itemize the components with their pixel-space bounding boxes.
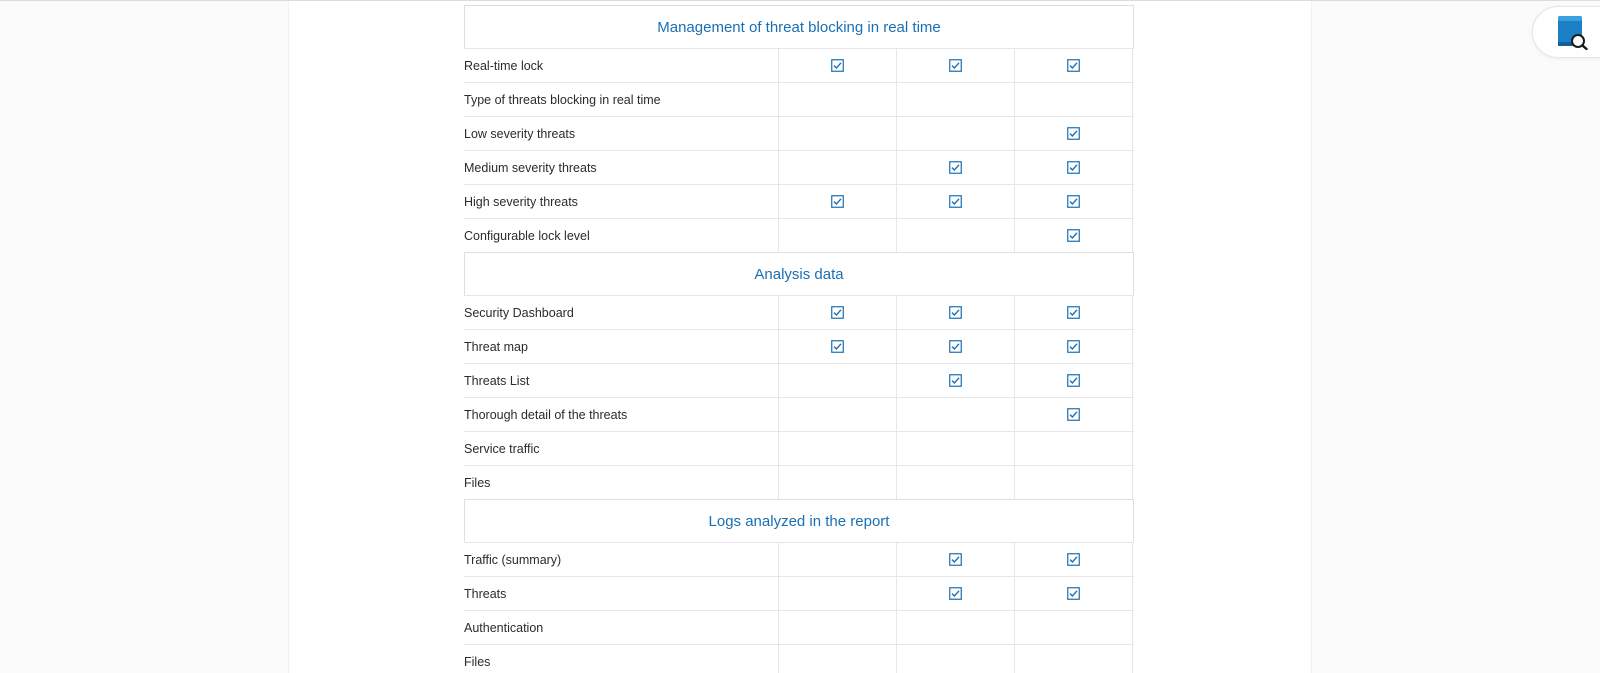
plan-cell <box>896 543 1014 576</box>
plan-cell <box>778 466 896 499</box>
plan-cell <box>1014 83 1133 116</box>
plan-cell <box>1014 611 1133 644</box>
plan-cell <box>896 466 1014 499</box>
checkmark-icon <box>949 195 962 208</box>
table-row <box>464 610 1134 644</box>
plan-cell <box>896 645 1014 673</box>
plan-cell <box>1014 330 1133 363</box>
plan-cell <box>778 364 896 397</box>
checkmark-icon <box>1067 229 1080 242</box>
feature-label: Threats List <box>464 373 530 388</box>
plan-cell <box>1014 49 1133 82</box>
book-search-icon[interactable] <box>1555 14 1589 50</box>
plan-cell <box>896 398 1014 431</box>
plan-cell <box>778 49 896 82</box>
checkmark-icon <box>831 340 844 353</box>
table-row <box>464 184 1134 218</box>
table-row <box>464 465 1134 499</box>
plan-cell <box>1014 432 1133 465</box>
table-row <box>464 576 1134 610</box>
plan-cell <box>1014 117 1133 150</box>
checkmark-icon <box>949 306 962 319</box>
plan-cell <box>896 432 1014 465</box>
table-row <box>464 644 1134 673</box>
feature-label: Threats <box>464 586 507 601</box>
table-row <box>464 542 1134 576</box>
plan-cell <box>896 49 1014 82</box>
table-row <box>464 431 1134 465</box>
checkmark-icon <box>1067 408 1080 421</box>
feature-label: Security Dashboard <box>464 305 574 320</box>
plan-cell <box>1014 645 1133 673</box>
plan-cell <box>778 543 896 576</box>
feature-label: Traffic (summary) <box>464 552 562 567</box>
feature-label: High severity threats <box>464 194 578 209</box>
checkmark-icon <box>1067 374 1080 387</box>
section-title: Management of threat blocking in real time <box>464 5 1134 48</box>
feature-label: Configurable lock level <box>464 228 590 243</box>
plan-cell <box>778 219 896 252</box>
table-row <box>464 116 1134 150</box>
plan-cell <box>1014 466 1133 499</box>
help-widget[interactable] <box>1532 6 1600 58</box>
checkmark-icon <box>949 340 962 353</box>
plan-cell <box>1014 185 1133 218</box>
checkmark-icon <box>949 161 962 174</box>
section-title: Logs analyzed in the report <box>464 499 1134 542</box>
checkmark-icon <box>1067 161 1080 174</box>
feature-label: Service traffic <box>464 441 540 456</box>
feature-label: Real-time lock <box>464 58 544 73</box>
plan-cell <box>1014 398 1133 431</box>
table-row <box>464 150 1134 184</box>
table-row <box>464 397 1134 431</box>
table-row <box>464 363 1134 397</box>
table-row <box>464 295 1134 329</box>
feature-label: Medium severity threats <box>464 160 597 175</box>
plan-cell <box>778 432 896 465</box>
checkmark-icon <box>1067 306 1080 319</box>
plan-cell <box>1014 296 1133 329</box>
checkmark-icon <box>949 587 962 600</box>
plan-cell <box>778 330 896 363</box>
table-row <box>464 82 1134 116</box>
plan-cell <box>896 611 1014 644</box>
checkmark-icon <box>949 59 962 72</box>
plan-cell <box>896 364 1014 397</box>
feature-comparison-table <box>464 5 1134 673</box>
plan-cell <box>778 398 896 431</box>
feature-label: Files <box>464 654 491 669</box>
checkmark-icon <box>949 374 962 387</box>
plan-cell <box>896 296 1014 329</box>
plan-cell <box>1014 151 1133 184</box>
plan-cell <box>896 577 1014 610</box>
feature-label: Thorough detail of the threats <box>464 407 628 422</box>
table-row <box>464 48 1134 82</box>
checkmark-icon <box>831 195 844 208</box>
plan-cell <box>778 296 896 329</box>
feature-label: Threat map <box>464 339 528 354</box>
feature-label: Type of threats blocking in real time <box>464 92 661 107</box>
checkmark-icon <box>1067 127 1080 140</box>
plan-cell <box>778 185 896 218</box>
plan-cell <box>778 117 896 150</box>
plan-cell <box>778 577 896 610</box>
feature-label: Low severity threats <box>464 126 576 141</box>
section-title: Analysis data <box>464 252 1134 295</box>
plan-cell <box>896 151 1014 184</box>
table-row <box>464 329 1134 363</box>
plan-cell <box>896 185 1014 218</box>
plan-cell <box>778 151 896 184</box>
checkmark-icon <box>1067 553 1080 566</box>
checkmark-icon <box>949 553 962 566</box>
plan-cell <box>778 645 896 673</box>
plan-cell <box>1014 219 1133 252</box>
plan-cell <box>896 83 1014 116</box>
plan-cell <box>1014 577 1133 610</box>
plan-cell <box>1014 364 1133 397</box>
plan-cell <box>896 330 1014 363</box>
plan-cell <box>896 219 1014 252</box>
feature-label: Files <box>464 475 491 490</box>
checkmark-icon <box>831 306 844 319</box>
table-row <box>464 218 1134 252</box>
checkmark-icon <box>1067 340 1080 353</box>
plan-cell <box>778 611 896 644</box>
checkmark-icon <box>1067 59 1080 72</box>
checkmark-icon <box>831 59 844 72</box>
plan-cell <box>778 83 896 116</box>
feature-label: Authentication <box>464 620 544 635</box>
plan-cell <box>896 117 1014 150</box>
checkmark-icon <box>1067 587 1080 600</box>
checkmark-icon <box>1067 195 1080 208</box>
plan-cell <box>1014 543 1133 576</box>
